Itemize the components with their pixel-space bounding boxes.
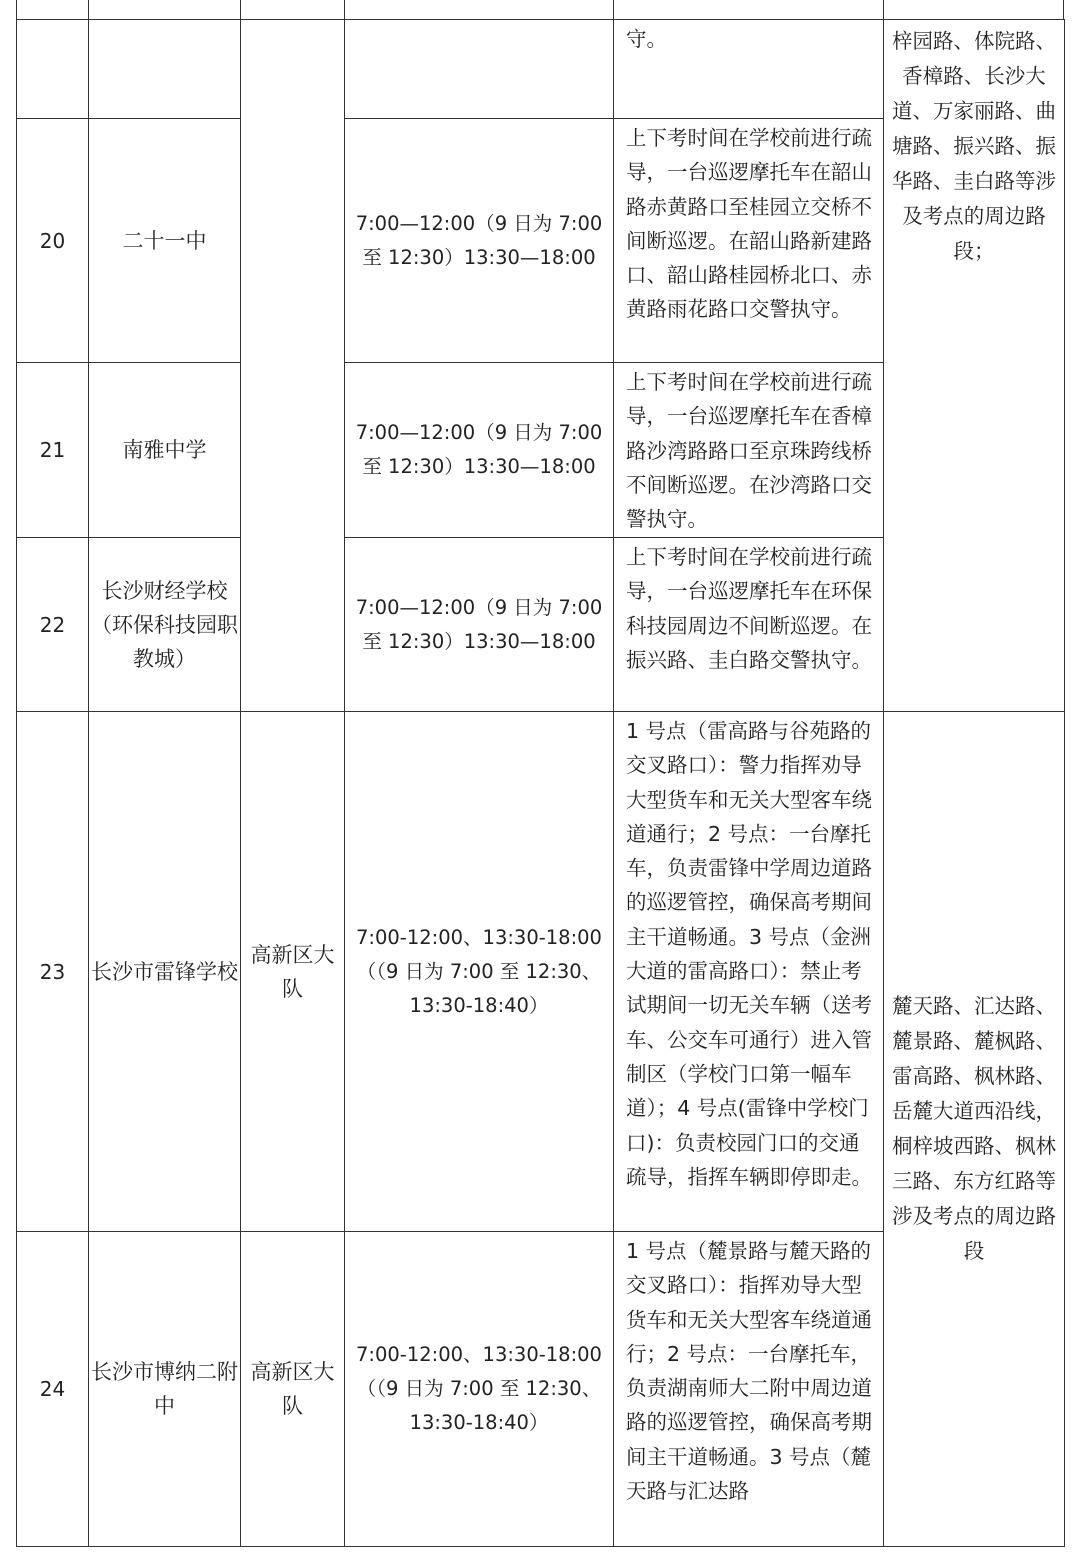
empty-cell — [89, 20, 241, 119]
school-name: 长沙市博纳二附中 — [89, 1232, 241, 1547]
measure-cell: 上下考时间在学校前进行疏导，一台巡逻摩托车在环保科技园周边不间断巡逻。在振兴路、圭白路交警执守。 — [614, 538, 884, 712]
column-line — [1063, 0, 1064, 19]
column-line — [613, 0, 614, 19]
school-name: 南雅中学 — [89, 363, 241, 538]
school-name: 长沙市雷锋学校 — [89, 712, 241, 1232]
row-number: 23 — [17, 712, 89, 1232]
unit-cell: 高新区大队 — [241, 712, 345, 1232]
exam-time: 7:00—12:00（9 日为 7:00 至 12:30）13:30—18:00 — [345, 538, 614, 712]
measure-cell: 上下考时间在学校前进行疏导，一台巡逻摩托车在香樟路沙湾路路口至京珠跨线桥不间断巡逻。在沙湾路口交警执守。 — [614, 363, 884, 538]
row-number: 20 — [17, 119, 89, 363]
roads-cell: 麓天路、汇达路、麓景路、麓枫路、雷高路、枫林路、岳麓大道西沿线，桐梓坡西路、枫林三路、东方红路等涉及考点的周边路段 — [884, 712, 1065, 1547]
previous-page-border-strip — [16, 0, 1064, 19]
row-number: 21 — [17, 363, 89, 538]
exam-time: 7:00-12:00、13:30-18:00（（9 日为 7:00 至 12:30、13:30-18:40） — [345, 712, 614, 1232]
empty-cell — [345, 20, 614, 119]
column-line — [344, 0, 345, 19]
column-line — [883, 0, 884, 19]
measure-cell: 1 号点（雷高路与谷苑路的交叉路口）：警力指挥劝导大型货车和无关大型客车绕道通行；2 号点：一台摩托车，负责雷锋中学周边道路的巡逻管控，确保高考期间主干道畅通。3 号点（金洲大道的雷高路口）：禁止考试期间一切无关车辆（送考车、公交车可通行）进入管制区（学校门口第一幅车道）；4 号点(雷锋中学校门口)：负责校园门口的交通疏导，指挥车辆即停即走。 — [614, 712, 884, 1232]
roads-cell: 梓园路、体院路、香樟路、长沙大道、万家丽路、曲塘路、振兴路、振华路、圭白路等涉及考点的周边路段； — [884, 20, 1065, 712]
measure-cell: 上下考时间在学校前进行疏导，一台巡逻摩托车在韶山路赤黄路口至桂园立交桥不间断巡逻。在韶山路新建路口、韶山路桂园桥北口、赤黄路雨花路口交警执守。 — [614, 119, 884, 363]
table-row — [17, 20, 1065, 119]
exam-traffic-table — [16, 19, 1065, 1547]
unit-cell — [241, 20, 345, 712]
table-row — [17, 712, 1065, 1232]
exam-time: 7:00—12:00（9 日为 7:00 至 12:30）13:30—18:00 — [345, 119, 614, 363]
measure-cell: 守。 — [614, 20, 884, 119]
row-number: 22 — [17, 538, 89, 712]
unit-cell: 高新区大队 — [241, 1232, 345, 1547]
school-name: 长沙财经学校（环保科技园职教城） — [89, 538, 241, 712]
exam-time: 7:00-12:00、13:30-18:00（（9 日为 7:00 至 12:30、13:30-18:40） — [345, 1232, 614, 1547]
row-number: 24 — [17, 1232, 89, 1547]
exam-time: 7:00—12:00（9 日为 7:00 至 12:30）13:30—18:00 — [345, 363, 614, 538]
column-line — [240, 0, 241, 19]
school-name: 二十一中 — [89, 119, 241, 363]
measure-cell: 1 号点（麓景路与麓天路的交叉路口）：指挥劝导大型货车和无关大型客车绕道通行；2 号点：一台摩托车，负责湖南师大二附中周边道路的巡逻管控，确保高考期间主干道畅通。3 号点（麓天路与汇达路 — [614, 1232, 884, 1547]
empty-cell — [17, 20, 89, 119]
column-line — [88, 0, 89, 19]
